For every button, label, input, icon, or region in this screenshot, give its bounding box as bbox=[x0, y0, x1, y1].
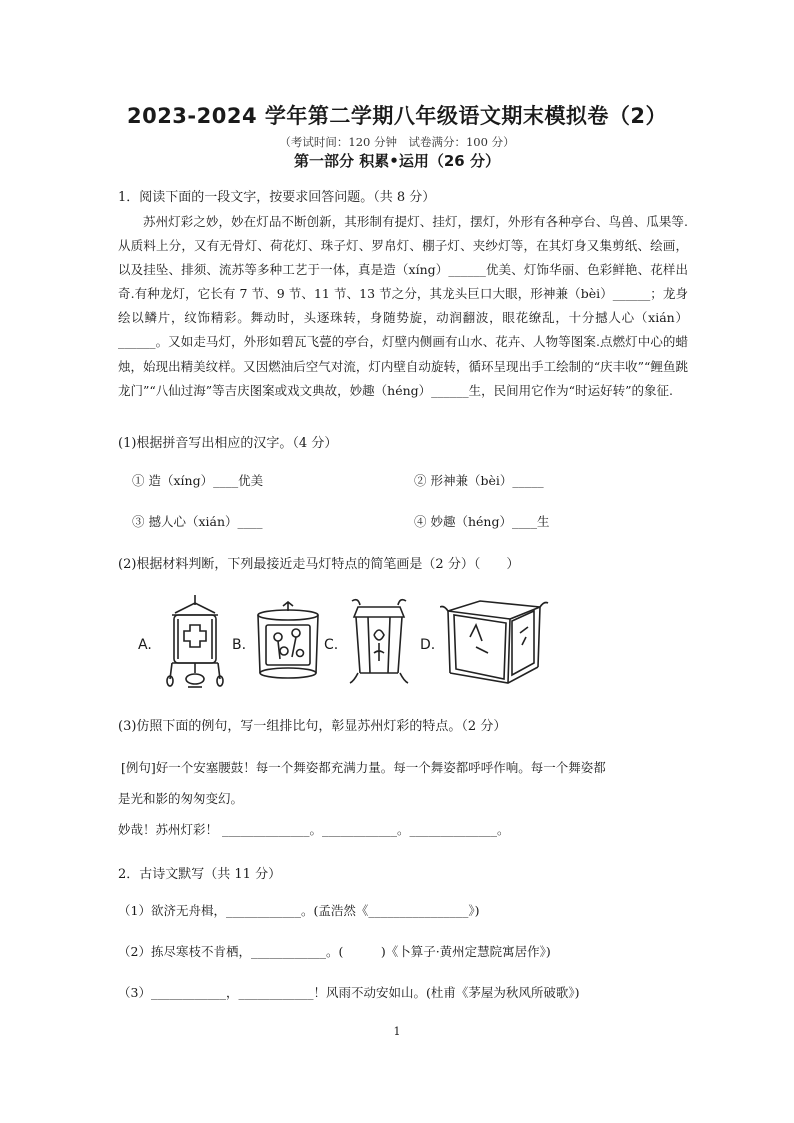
subquestion-2-heading: (2)根据材料判断，下列最接近走马灯特点的简笔画是（2 分）（ ） bbox=[118, 557, 520, 572]
lantern-d-drawing bbox=[440, 597, 550, 691]
subquestion-1-heading: (1)根据拼音写出相应的汉字。（4 分） bbox=[118, 436, 338, 451]
lantern-c-drawing bbox=[344, 595, 414, 691]
parallelism-answer-line: 妙哉！苏州灯彩！ ______________。____________。______________。 bbox=[118, 822, 510, 837]
option-b-label: B. bbox=[232, 637, 247, 653]
recitation-line-3: （3）____________，____________！风雨不动安如山。(杜甫《茅屋为秋风所破歌》) bbox=[118, 985, 580, 1000]
example-sentence-line-1: [例句]好一个安塞腰鼓！每一个舞姿都充满力量。每一个舞姿都呼呼作响。每一个舞姿都 bbox=[121, 760, 606, 775]
option-a-label: A. bbox=[138, 637, 152, 653]
exam-title: 2023-2024 学年第二学期八年级语文期末模拟卷（2） bbox=[126, 104, 668, 128]
subquestion-3-heading: (3)仿照下面的例句，写一组排比句，彰显苏州灯彩的特点。（2 分） bbox=[118, 719, 507, 734]
part-title: 第一部分 积累•运用（26 分） bbox=[294, 152, 500, 170]
recitation-line-1: （1）欲济无舟楫，____________。(孟浩然《________________》) bbox=[118, 903, 480, 918]
pinyin-item-2: ② 形神兼（bèi）_____ bbox=[414, 473, 544, 488]
page-number: 1 bbox=[393, 1025, 401, 1038]
lantern-b-drawing bbox=[252, 601, 324, 683]
example-sentence-line-2: 是光和影的匆匆变幻。 bbox=[118, 791, 244, 806]
passage-paragraph: 苏州灯彩之妙，妙在灯品不断创新，其形制有提灯、挂灯，摆灯，外形有各种亭台、鸟兽、瓜果等.从质料上分，又有无骨灯、荷花灯、珠子灯、罗帛灯、棚子灯、夹纱灯等，在其灯身又集剪纸、绘画，以及挂坠、排须、流苏等多种工艺于一体，真是造（xíng）______优美、灯饰华丽、色彩鲜艳、花样出奇.有种龙灯，它长有 7 节、9 节、11 节、13 节之分，其龙头巨口大眼，形神兼（bèi）______；龙身绘以鳞片，纹饰精彩。舞动时，头逐珠转，身随势旋，动润翻波，眼花缭乱，十分撼人心（xián）______。又如走马灯，外形如碧瓦飞甍的亭台，灯壁内侧画有山水、花卉、人物等图案.点燃灯中心的蜡烛，始现出精美纹样。又因燃油后空气对流，灯内壁自动旋转，循环呈现出手工绘制的“庆丰收”“鲤鱼跳龙门”“八仙过海”等吉庆图案或戏文典故，妙趣（héng）______生，民间用它作为“时运好转”的象征. bbox=[118, 214, 688, 398]
question-2-heading: 2．古诗文默写（共 11 分） bbox=[118, 867, 282, 882]
option-c-label: C. bbox=[324, 637, 339, 653]
pinyin-item-1: ① 造（xíng）____优美 bbox=[132, 473, 264, 488]
pinyin-item-3: ③ 撼人心（xián）____ bbox=[132, 514, 263, 529]
reading-passage bbox=[118, 210, 688, 403]
pinyin-item-4: ④ 妙趣（héng）____生 bbox=[414, 514, 550, 529]
option-d-label: D. bbox=[420, 637, 436, 653]
lantern-a-drawing bbox=[160, 593, 230, 693]
recitation-line-2: （2）拣尽寒枝不肯栖，____________。( )《卜算子·黄州定慧院寓居作》) bbox=[118, 944, 551, 959]
question-1-heading: 1．阅读下面的一段文字，按要求回答问题。（共 8 分） bbox=[118, 190, 436, 205]
exam-subtitle: （考试时间：120 分钟 试卷满分：100 分） bbox=[279, 135, 515, 149]
